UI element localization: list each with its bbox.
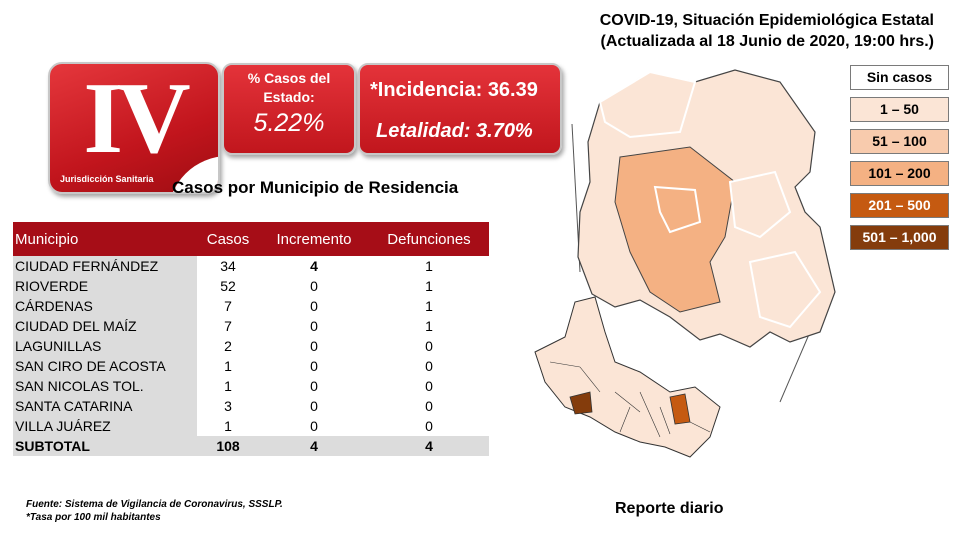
- percent-cases-value: 5.22%: [253, 109, 325, 137]
- table-row: [13, 296, 489, 316]
- cell-incremento: 0: [259, 276, 369, 296]
- table-row: [13, 276, 489, 296]
- map-legend: [850, 65, 949, 257]
- cell-casos: 1: [197, 356, 259, 376]
- cell-defunciones: 1: [369, 256, 489, 276]
- legend-item: 51 – 100: [850, 129, 949, 154]
- table-row: [13, 356, 489, 376]
- legend-item: Sin casos: [850, 65, 949, 90]
- cases-table: [13, 222, 489, 456]
- cell-incremento: 0: [259, 376, 369, 396]
- table-title: Casos por Municipio de Residencia: [172, 178, 459, 197]
- subtotal-casos: 108: [197, 436, 259, 456]
- cell-incremento: 0: [259, 396, 369, 416]
- cell-incremento: 0: [259, 416, 369, 436]
- jurisdiction-label: Jurisdicción Sanitaria: [60, 174, 154, 184]
- zoom-line: [780, 332, 810, 402]
- page-subtitle: (Actualizada al 18 Junio de 2020, 19:00 hrs.): [600, 33, 934, 50]
- map-region-north: [600, 72, 695, 137]
- cell-municipio: CIUDAD FERNÁNDEZ: [13, 256, 197, 276]
- cell-municipio: SAN NICOLAS TOL.: [13, 376, 197, 396]
- cell-defunciones: 1: [369, 276, 489, 296]
- incidence-text: *Incidencia: 36.39: [370, 79, 538, 101]
- cell-defunciones: 0: [369, 356, 489, 376]
- percent-cases-box: [222, 63, 356, 155]
- cell-defunciones: 0: [369, 416, 489, 436]
- legend-item: 101 – 200: [850, 161, 949, 186]
- report-label: Reporte diario: [615, 500, 724, 517]
- footnote: [26, 498, 306, 524]
- cell-municipio: SANTA CATARINA: [13, 396, 197, 416]
- cell-casos: 34: [197, 256, 259, 276]
- cell-municipio: RIOVERDE: [13, 276, 197, 296]
- cell-municipio: LAGUNILLAS: [13, 336, 197, 356]
- jurisdiction-badge: [48, 62, 220, 194]
- cell-incremento: 0: [259, 336, 369, 356]
- table-row: [13, 316, 489, 336]
- subtotal-label: SUBTOTAL: [13, 436, 197, 456]
- lethality-text: Letalidad: 3.70%: [376, 120, 533, 142]
- cell-casos: 1: [197, 376, 259, 396]
- cell-casos: 7: [197, 296, 259, 316]
- cell-casos: 7: [197, 316, 259, 336]
- table-row: [13, 416, 489, 436]
- cell-incremento: 0: [259, 296, 369, 316]
- cell-defunciones: 1: [369, 296, 489, 316]
- header-municipio: Municipio: [13, 222, 197, 256]
- jurisdiction-number: IV: [83, 62, 185, 175]
- header-incremento: Incremento: [259, 222, 369, 256]
- cell-incremento: 0: [259, 316, 369, 336]
- table-header-row: [13, 222, 489, 256]
- header-defunciones: Defunciones: [369, 222, 489, 256]
- cell-casos: 1: [197, 416, 259, 436]
- subtotal-incremento: 4: [259, 436, 369, 456]
- table-row: [13, 336, 489, 356]
- legend-item: 501 – 1,000: [850, 225, 949, 250]
- percent-cases-label: % Casos del Estado:: [247, 70, 331, 105]
- footnote-source: Fuente: Sistema de Vigilancia de Coronavirus, SSSLP.: [26, 499, 283, 510]
- cell-defunciones: 0: [369, 336, 489, 356]
- cell-casos: 3: [197, 396, 259, 416]
- jurisdiction-map: [520, 62, 845, 472]
- cell-municipio: SAN CIRO DE ACOSTA: [13, 356, 197, 376]
- page-header: [600, 10, 934, 52]
- cell-municipio: VILLA JUÁREZ: [13, 416, 197, 436]
- cell-incremento: 4: [259, 256, 369, 276]
- cell-defunciones: 0: [369, 396, 489, 416]
- cell-municipio: CIUDAD DEL MAÍZ: [13, 316, 197, 336]
- cell-defunciones: 0: [369, 376, 489, 396]
- footnote-note: *Tasa por 100 mil habitantes: [26, 512, 161, 523]
- cell-incremento: 0: [259, 356, 369, 376]
- table-row: [13, 376, 489, 396]
- table-row: [13, 256, 489, 276]
- legend-item: 1 – 50: [850, 97, 949, 122]
- legend-item: 201 – 500: [850, 193, 949, 218]
- cell-casos: 2: [197, 336, 259, 356]
- header-casos: Casos: [197, 222, 259, 256]
- subtotal-row: [13, 436, 489, 456]
- cell-municipio: CÁRDENAS: [13, 296, 197, 316]
- cell-defunciones: 1: [369, 316, 489, 336]
- cell-casos: 52: [197, 276, 259, 296]
- table-row: [13, 396, 489, 416]
- subtotal-defunciones: 4: [369, 436, 489, 456]
- page-title: COVID-19, Situación Epidemiológica Estatal: [599, 12, 934, 29]
